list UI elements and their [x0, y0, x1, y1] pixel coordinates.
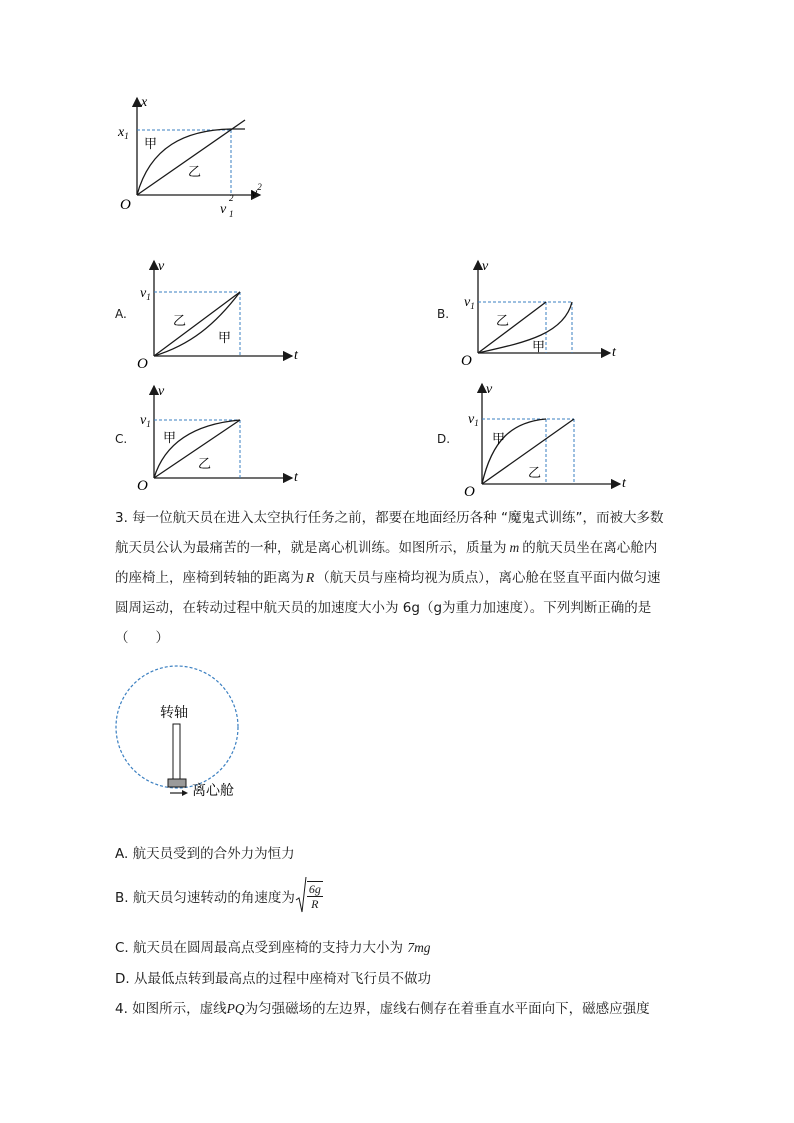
q3-line-3a: 的座椅上，座椅到转轴的距离为: [115, 570, 304, 586]
axis-label: 转轴: [160, 705, 188, 721]
v1-label: v: [140, 413, 147, 428]
option-d-graph: [452, 380, 632, 500]
q4-var-pq: PQ: [226, 1001, 245, 1016]
t-axis-label: t: [622, 476, 626, 491]
q3-var-m: m: [509, 540, 520, 555]
option-b-label: B.: [437, 307, 450, 321]
option-a-text: A. 航天员受到的合外力为恒力: [115, 846, 295, 862]
v1-sub: 1: [229, 209, 234, 219]
fraction-numerator: 6g: [308, 882, 321, 896]
v-axis-label: v: [158, 384, 165, 399]
option-c-graph: [130, 382, 310, 497]
svg-text:v: [220, 202, 227, 217]
v1-label: v: [220, 202, 227, 217]
line-yi: [154, 292, 240, 356]
q3-var-r: R: [306, 570, 315, 585]
sqrt-expression: [295, 876, 323, 916]
origin-label: O: [137, 356, 148, 372]
q4-text-a: 4. 如图所示，虚线: [115, 1001, 227, 1017]
v1-label: v: [464, 295, 471, 310]
q3-line-2b: 的航天员坐在离心舱内: [522, 540, 658, 556]
q3-line-2: 航天员公认为最痛苦的一种，就是离心机训练。如图所示，质量为: [115, 540, 507, 556]
origin-label: O: [120, 197, 131, 213]
label-jia: 甲: [144, 137, 158, 152]
label-jia: 甲: [532, 340, 546, 355]
velocity-arrow-head: [182, 790, 188, 796]
v-axis-label: v: [482, 259, 489, 274]
line-yi: [137, 120, 245, 195]
t-axis-label: t: [294, 470, 298, 485]
top-x-v2-graph: [110, 92, 280, 222]
fraction-denominator: R: [311, 897, 319, 911]
t-axis-label: t: [294, 348, 298, 363]
t-axis-label: t: [612, 345, 616, 360]
option-c-label: C.: [115, 432, 128, 446]
option-b-graph: [452, 255, 632, 375]
rotation-arm: [173, 724, 180, 780]
label-jia: 甲: [163, 431, 177, 446]
svg-text:x1: [117, 125, 129, 141]
q3-answer-blank: （ ）: [115, 630, 169, 646]
v1-label: v: [140, 286, 147, 301]
v1-label: v: [468, 412, 475, 427]
option-d-text: D. 从最低点转到最高点的过程中座椅对飞行员不做功: [115, 971, 431, 987]
label-yi: 乙: [188, 165, 202, 180]
option-c-text: C. 航天员在圆周最高点受到座椅的支持力大小为: [115, 940, 408, 956]
label-yi: 乙: [528, 466, 542, 481]
q3-line-3b: （航天员与座椅均视为质点），离心舱在竖直平面内做匀速: [316, 570, 661, 586]
option-a-graph: [130, 255, 310, 375]
option-d-label: D.: [437, 432, 451, 446]
x1-label: x: [118, 125, 125, 140]
q3-line-1: 3. 每一位航天员在进入太空执行任务之前，都要在地面经历各种 “魔鬼式训练”，而被大多数: [115, 510, 664, 526]
question-4-stem: [115, 997, 650, 1017]
svg-text:v1: [468, 412, 479, 428]
v-axis-label: v: [486, 382, 493, 397]
origin-label: O: [461, 353, 472, 369]
label-yi: 乙: [198, 457, 212, 472]
svg-text:v1: [140, 286, 151, 302]
cabin-label: 离心舱: [192, 783, 234, 799]
option-a-label: A.: [115, 307, 127, 321]
v1-sub: 1: [470, 301, 475, 311]
curve-jia: [478, 302, 572, 353]
sqrt-sign: [295, 876, 307, 916]
option-b-text: B. 航天员匀速转动的角速度为: [115, 890, 295, 906]
origin-label: O: [137, 478, 148, 494]
x1-sub: 1: [124, 131, 129, 141]
y-axis-label: x: [141, 95, 148, 110]
v1-sub: 1: [146, 419, 151, 429]
q4-text-b: 为匀强磁场的左边界，虚线右侧存在着垂直水平面向下，磁感应强度: [244, 1001, 650, 1017]
line-yi: [154, 420, 240, 478]
v1-sub: 1: [146, 292, 151, 302]
v1-sup: 2: [229, 193, 234, 203]
svg-text:v2: [251, 182, 262, 201]
label-jia: 甲: [218, 331, 232, 346]
label-yi: 乙: [496, 314, 510, 329]
q3-line-4: 圆周运动，在转动过程中航天员的加速度大小为 6g（g为重力加速度）。下列判断正确的是: [115, 600, 652, 616]
label-yi: 乙: [173, 314, 187, 329]
question-3-stem: [115, 503, 685, 653]
v1-sub: 1: [474, 418, 479, 428]
origin-label: O: [464, 484, 475, 500]
x-axis-label: v: [251, 186, 258, 201]
svg-text:v1: [464, 295, 475, 311]
option-c-value: 7mg: [407, 940, 431, 955]
centrifuge-cabin: [168, 779, 186, 787]
option-b-row: [115, 876, 323, 916]
centrifuge-figure: [112, 662, 262, 802]
v-axis-label: v: [158, 259, 165, 274]
x-axis-sup: 2: [257, 182, 262, 192]
svg-text:v1: [140, 413, 151, 429]
label-jia: 甲: [492, 432, 506, 447]
